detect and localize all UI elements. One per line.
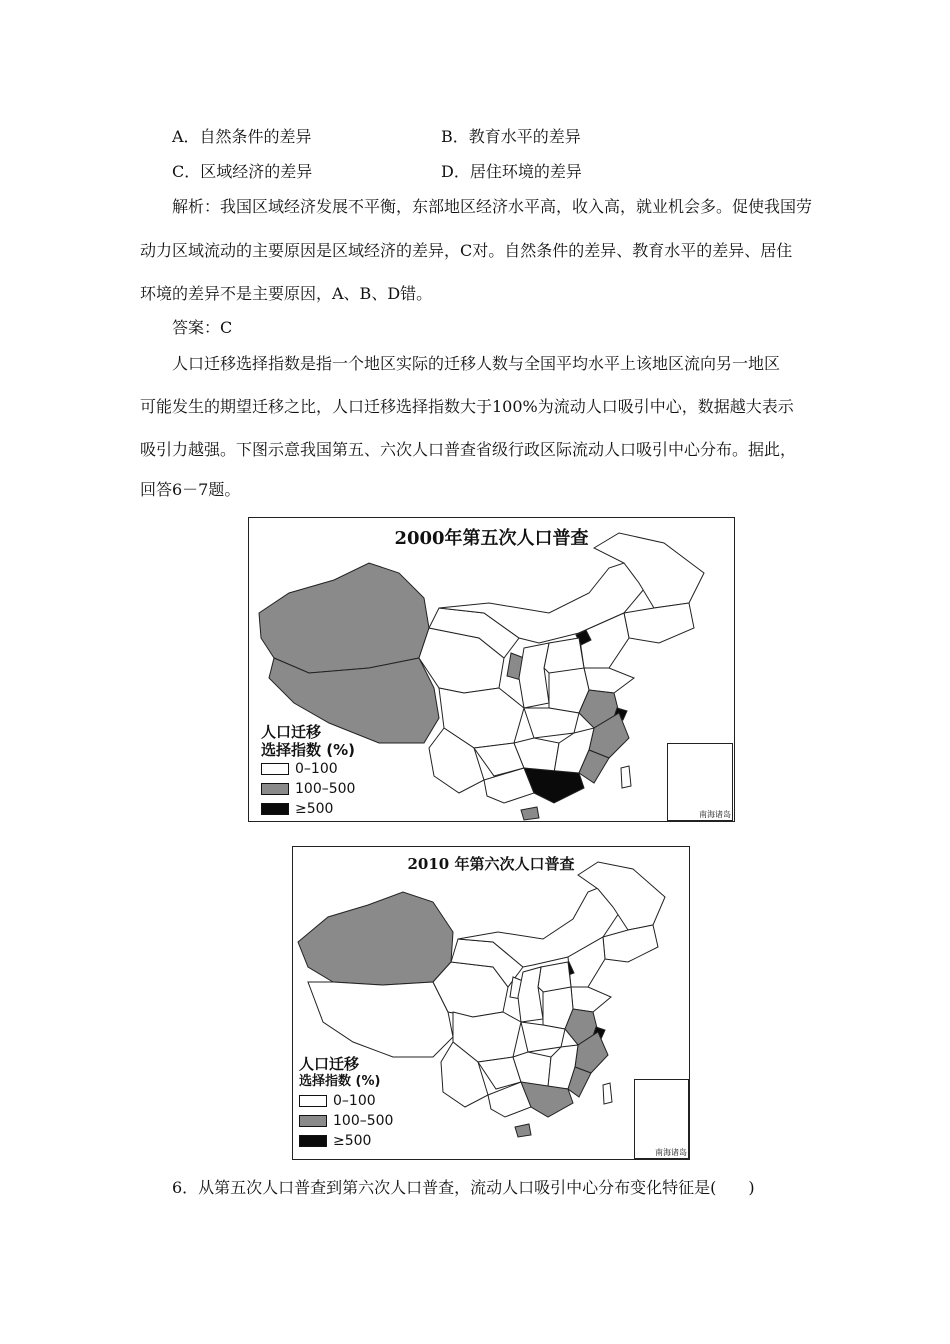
question-6: 6．从第五次人口普查到第六次人口普查，流动人口吸引中心分布变化特征是( ) — [172, 1178, 755, 1197]
intro-line-3: 吸引力越强。下图示意我国第五、六次人口普查省级行政区际流动人口吸引中心分布。据此， — [140, 440, 797, 459]
region-taiwan — [621, 766, 631, 788]
map-2010-legend-title-1: 人口迁移 — [299, 1055, 360, 1073]
map-2010-legend-row-mid: 100–500 — [299, 1111, 393, 1131]
region-xinjiang — [298, 892, 453, 985]
region-jilin-liaoning — [603, 925, 658, 962]
region-hainan — [521, 807, 539, 820]
map-2000-legend — [261, 723, 355, 819]
region-tibet — [308, 982, 453, 1057]
map-2000-inset-label: 南海诸岛 — [699, 810, 731, 819]
map-2000-inset — [667, 743, 733, 821]
map-2000-legend-row-high: ≥500 — [261, 799, 355, 819]
map-2000-legend-title-1: 人口迁移 — [261, 723, 322, 741]
map-2010-inset-label: 南海诸岛 — [655, 1148, 687, 1157]
map-2010-legend-title-2: 选择指数 (%) — [299, 1074, 381, 1089]
option-d: D．居住环境的差异 — [441, 162, 582, 181]
option-a: A．自然条件的差异 — [172, 127, 312, 146]
region-shandong — [584, 668, 634, 693]
analysis-line-1: 解析：我国区域经济发展不平衡，东部地区经济水平高，收入高，就业机会多。促使我国劳 — [172, 197, 813, 216]
region-jilin-liaoning — [624, 603, 694, 643]
map-2010-inset — [634, 1079, 689, 1159]
answer-text: 答案：C — [172, 318, 233, 337]
analysis-line-2: 动力区域流动的主要原因是区域经济的差异，C对。自然条件的差异、教育水平的差异、居住 — [140, 241, 793, 260]
map-2010-legend-row-high: ≥500 — [299, 1131, 393, 1151]
intro-line-4: 回答6－7题。 — [140, 480, 241, 499]
region-xinjiang — [259, 563, 429, 673]
intro-line-2: 可能发生的期望迁移之比，人口迁移选择指数大于100%为流动人口吸引中心，数据越大表示 — [140, 397, 794, 416]
map-2000-legend-title-2: 选择指数 (%) — [261, 741, 355, 759]
option-c: C．区域经济的差异 — [172, 162, 313, 181]
analysis-line-3: 环境的差异不是主要原因，A、B、D错。 — [140, 284, 433, 303]
option-b: B．教育水平的差异 — [441, 127, 581, 146]
region-taiwan — [603, 1083, 612, 1104]
map-2000 — [248, 517, 735, 822]
map-2000-title: 2000年第五次人口普查 — [394, 528, 589, 549]
map-2000-legend-row-mid: 100–500 — [261, 779, 355, 799]
region-hubei — [524, 708, 579, 738]
map-2000-legend-row-low: 0–100 — [261, 759, 355, 779]
map-2010-legend-row-low: 0–100 — [299, 1091, 393, 1111]
map-2010-title: 2010 年第六次人口普查 — [407, 855, 575, 873]
region-shaanxi — [518, 967, 543, 1022]
intro-line-1: 人口迁移选择指数是指一个地区实际的迁移人数与全国平均水平上该地区流向另一地区 — [172, 354, 781, 373]
region-guangdong — [524, 768, 584, 803]
map-2010-legend — [299, 1055, 393, 1151]
map-2010 — [292, 846, 690, 1160]
region-shandong — [571, 987, 611, 1012]
region-hainan — [515, 1124, 531, 1137]
region-shaanxi — [519, 643, 549, 708]
